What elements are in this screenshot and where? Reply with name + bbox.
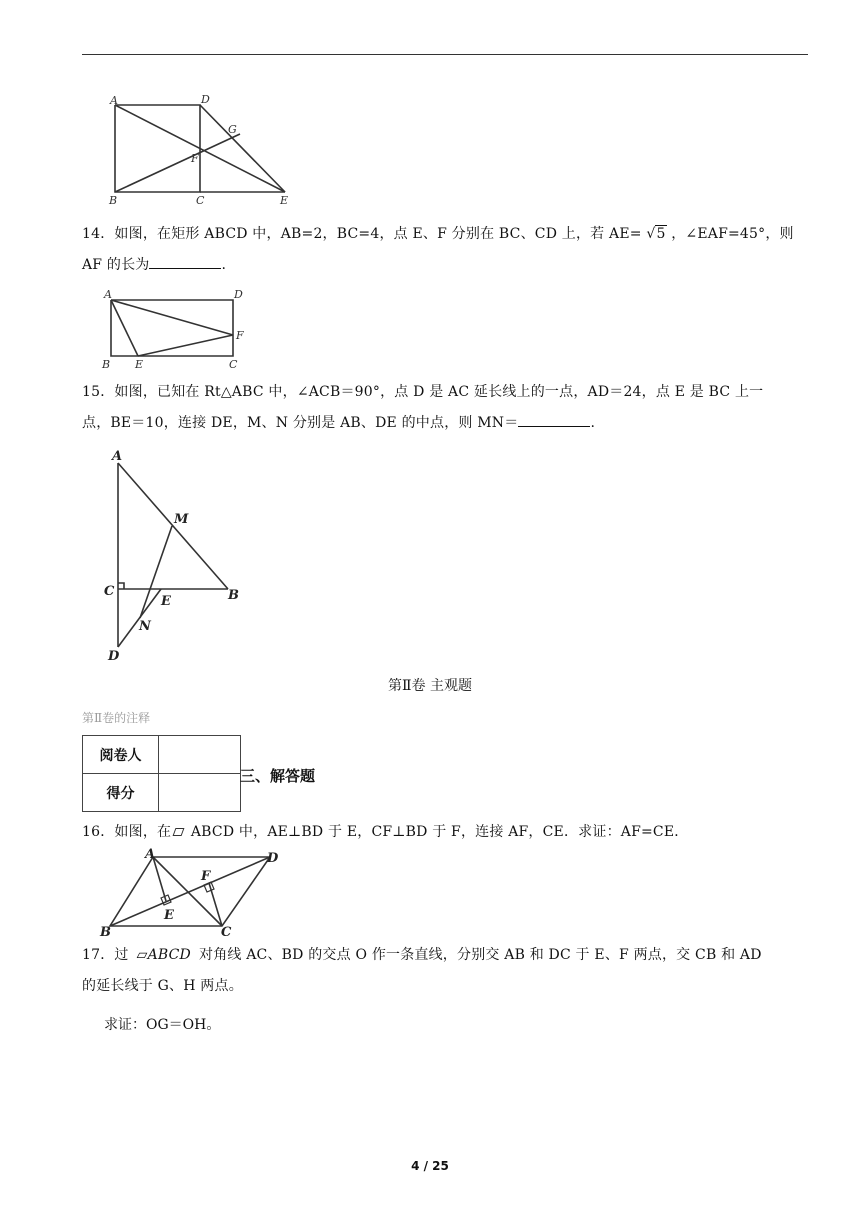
- label-N: N: [139, 619, 151, 634]
- answer-blank-15[interactable]: [518, 412, 590, 427]
- label-A: A: [112, 449, 123, 464]
- reviewer-cell[interactable]: [159, 736, 241, 774]
- score-label: 得分: [83, 774, 159, 812]
- q14-text-2a: AF 的长为: [82, 257, 150, 273]
- label-B: B: [100, 925, 111, 940]
- parallelogram-icon: [173, 828, 185, 836]
- q14-text-1b: ，∠EAF=45°，则: [666, 226, 794, 242]
- q16-post: ABCD 中，AE⊥BD 于 E，CF⊥BD 于 F，连接 AF，CE．求证：AF=CE．: [186, 824, 689, 840]
- q17-line2: 的延长线于 G、H 两点。: [82, 978, 243, 994]
- label-C: C: [221, 925, 232, 940]
- q15-text-1: 15．如图，已知在 Rt△ABC 中，∠ACB＝90°，点 D 是 AC 延长线上的一点，AD＝24，点 E 是 BC 上一: [82, 384, 764, 400]
- label-D: D: [234, 288, 243, 301]
- q17-line1: 对角线 AC、BD 的交点 O 作一条直线，分别交 AB 和 DC 于 E、F 两点，交 CB 和 AD: [199, 947, 762, 963]
- label-E: E: [164, 908, 174, 923]
- q17-pre: 17．过: [82, 947, 129, 963]
- figure-q16: [100, 846, 285, 938]
- q15-text-2a: 点，BE＝10，连接 DE，M、N 分别是 AB、DE 的中点，则 MN＝: [82, 415, 519, 431]
- answer-blank-14[interactable]: [149, 254, 221, 269]
- section-note: 第Ⅱ卷的注释: [82, 711, 151, 725]
- label-E: E: [161, 594, 171, 609]
- label-F: F: [201, 869, 211, 884]
- label-D: D: [267, 851, 279, 866]
- q16-pre: 16．如图，在: [82, 824, 172, 840]
- label-M: M: [174, 512, 189, 527]
- label-E: E: [135, 358, 144, 371]
- label-B: B: [228, 588, 239, 603]
- label-A: A: [145, 847, 156, 862]
- q15-text-2b: .: [590, 415, 596, 431]
- header-rule: [82, 54, 808, 55]
- score-cell[interactable]: [159, 774, 241, 812]
- label-E: E: [280, 194, 289, 207]
- question-17: [82, 940, 810, 1002]
- sqrt-five: √5: [646, 226, 666, 242]
- label-C: C: [104, 584, 115, 599]
- label-D: D: [201, 93, 210, 106]
- label-B: B: [102, 358, 111, 371]
- label-F: F: [191, 152, 199, 165]
- figure-q15: [100, 445, 250, 665]
- label-D: D: [108, 649, 120, 664]
- label-A: A: [104, 288, 112, 301]
- label-C: C: [196, 194, 205, 207]
- label-G: G: [228, 123, 237, 136]
- q17-prove: 求证：OG＝OH。: [104, 1017, 221, 1033]
- reviewer-label: 阅卷人: [83, 736, 159, 774]
- figure-q13: [100, 92, 300, 207]
- label-A: A: [110, 94, 118, 107]
- question-14: [82, 219, 810, 281]
- label-F: F: [236, 329, 244, 342]
- q14-text-2b: .: [221, 257, 227, 273]
- question-16: [82, 817, 810, 848]
- label-C: C: [229, 358, 238, 371]
- q14-text-1a: 14．如图，在矩形 ABCD 中，AB=2，BC=4，点 E、F 分别在 BC、CD 上，若 AE=: [82, 226, 647, 242]
- figure-q14: [100, 287, 250, 372]
- part3-title: 三、解答题: [240, 767, 316, 785]
- question-15: [82, 377, 810, 439]
- section-title: 第Ⅱ卷 主观题: [388, 678, 472, 694]
- page-number: 4 / 25: [411, 1159, 449, 1173]
- label-B: B: [109, 194, 118, 207]
- parallelogram-abcd-script: ▱ABCD: [136, 947, 191, 963]
- score-table: [82, 735, 241, 812]
